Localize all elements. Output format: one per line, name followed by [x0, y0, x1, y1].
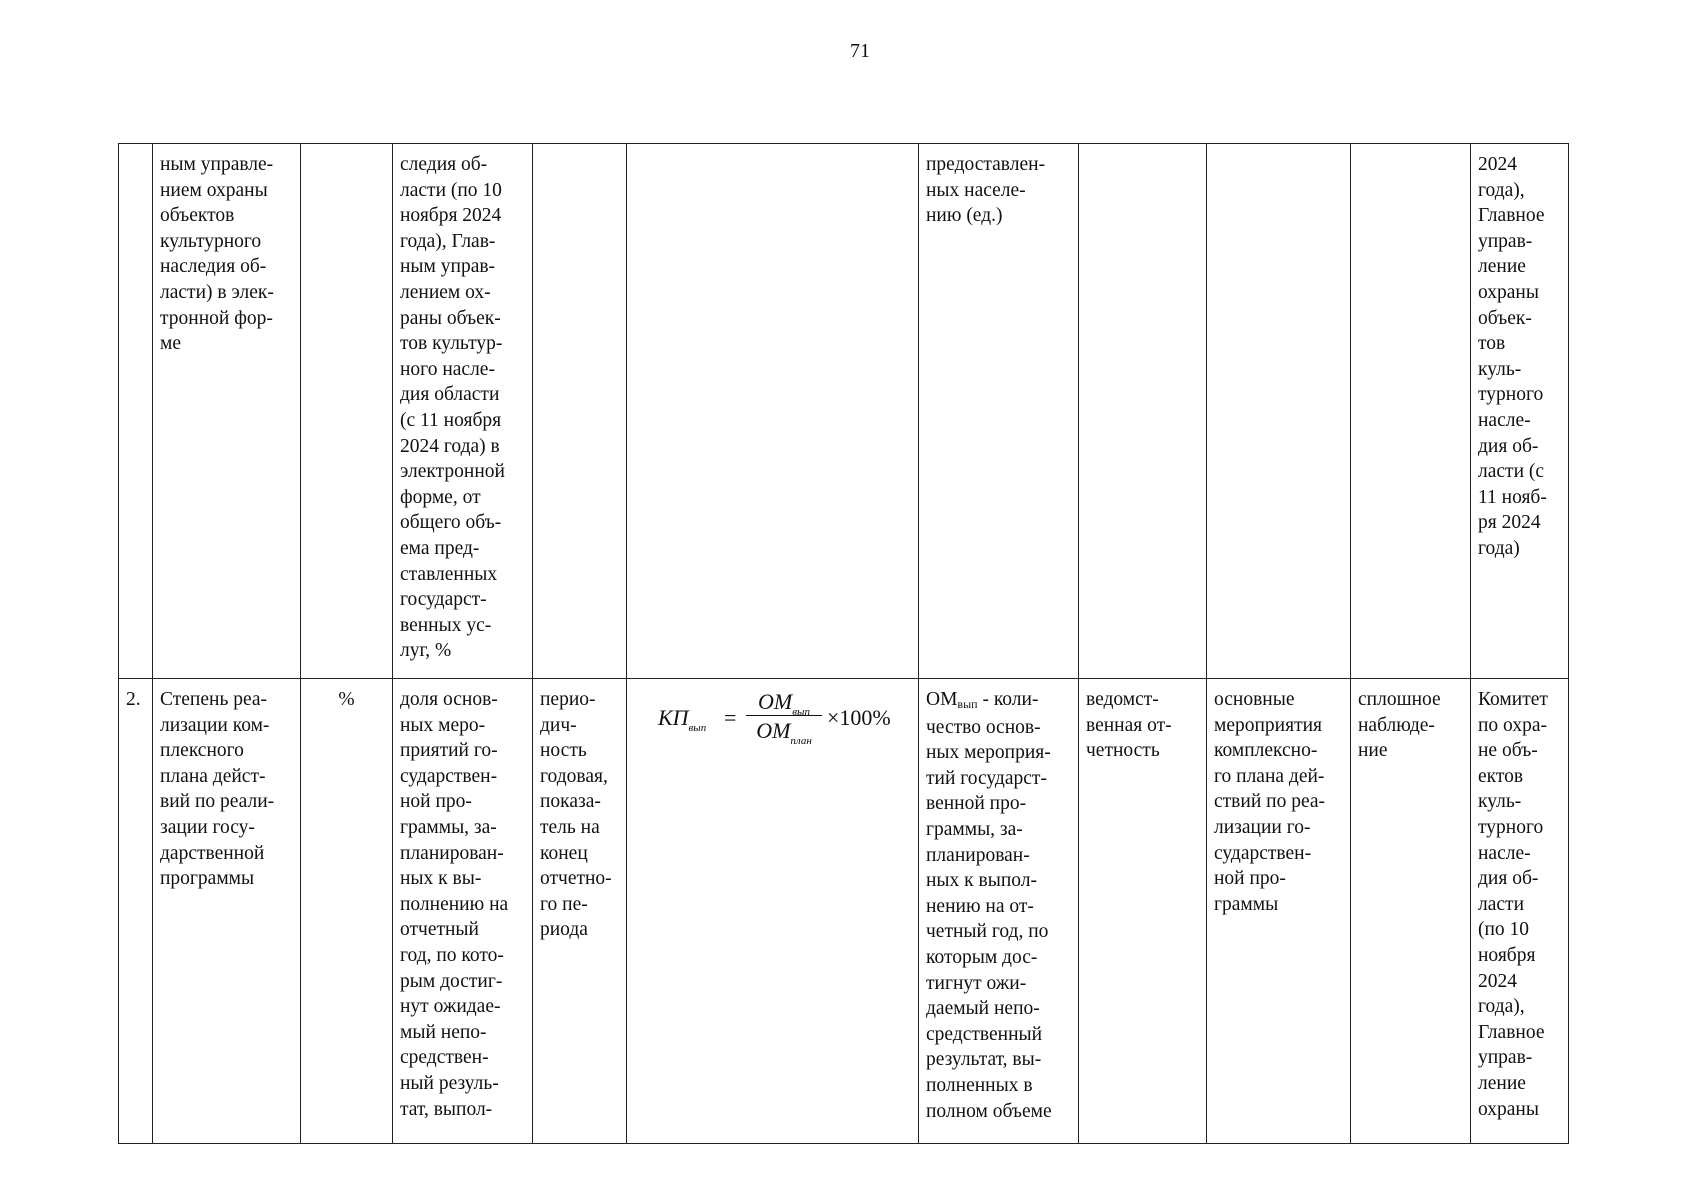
text-line: полном объеме — [926, 1100, 1052, 1122]
text-line: ной про- — [1214, 868, 1286, 890]
text-line: ме — [160, 333, 181, 355]
cell-variables — [919, 679, 1079, 1144]
text-line: нению на от- — [926, 895, 1034, 917]
text-line: отчетный — [400, 919, 479, 941]
text-line: куль- — [1478, 791, 1522, 813]
cell-source — [1079, 679, 1207, 1144]
text-line: даемый непо- — [926, 998, 1040, 1020]
text-line: риода — [540, 919, 588, 941]
cell-definition — [393, 679, 533, 1144]
text-line: лизации ком- — [160, 714, 270, 736]
formula-fraction — [744, 689, 824, 747]
indicators-table — [118, 143, 1569, 1144]
text-line: наблюде- — [1358, 714, 1435, 736]
cell-object — [1207, 679, 1351, 1144]
text-line: объектов — [160, 205, 235, 227]
text-line: средственный — [926, 1023, 1043, 1045]
cell-indicator-name — [153, 144, 301, 679]
text-line: культурного — [160, 230, 262, 252]
text-line: мероприятия — [1214, 714, 1323, 736]
text-line: ных населе- — [926, 179, 1026, 201]
formula — [634, 687, 911, 767]
text-line: 2024 года) в — [400, 435, 500, 457]
cell-formula — [627, 144, 919, 679]
text-line: ление — [1478, 256, 1526, 278]
formula-denominator: $ОМ_{план}$ — [756, 718, 812, 747]
text-line: ласти — [1478, 893, 1524, 915]
cell-responsible — [1471, 679, 1569, 1144]
text-line: го пе- — [540, 893, 588, 915]
text-line: дарственной — [160, 842, 265, 864]
text-line: граммы, за- — [400, 816, 497, 838]
text-line: планирован- — [926, 844, 1030, 866]
text-line: ных к вы- — [400, 868, 482, 890]
text-line: комплексно- — [1214, 740, 1318, 762]
text-line: луг, % — [400, 640, 452, 662]
text-line: управ- — [1478, 1047, 1533, 1069]
text-line: планирован- — [400, 842, 504, 864]
text-line: ной про- — [400, 791, 472, 813]
cell-method — [1351, 679, 1471, 1144]
text-line: ласти (с — [1478, 461, 1545, 483]
text-line: электронной — [400, 461, 505, 483]
text-line: турного — [1478, 384, 1544, 406]
cell-definition — [393, 144, 533, 679]
text-line: ласти) в элек- — [160, 281, 274, 303]
text-line: ных мероприя- — [926, 742, 1051, 764]
text-line: Главное — [1478, 205, 1545, 227]
text-line: раны объек- — [400, 307, 501, 329]
text-line: показа- — [540, 791, 601, 813]
text-line: ря 2024 — [1478, 512, 1541, 534]
text-line: Степень реа- — [160, 689, 268, 710]
variable-head: ОМвып - коли- — [926, 689, 1039, 711]
text-line: тронной фор- — [160, 307, 273, 329]
text-line: полненных в — [926, 1074, 1033, 1096]
cell-periodicity — [533, 679, 627, 1144]
text-line: куль- — [1478, 358, 1522, 380]
text-line: сплошное — [1358, 689, 1441, 710]
text-line: объек- — [1478, 307, 1532, 329]
text-line: программы — [160, 868, 255, 890]
text-line: нием охраны — [160, 179, 268, 201]
text-line: ствий по реа- — [1214, 791, 1325, 813]
text-line: венной про- — [926, 793, 1027, 815]
text-line: 2024 — [1478, 970, 1517, 992]
text-line: тов культур- — [400, 333, 503, 355]
cell-number: 2. — [119, 679, 153, 1144]
text-line: венных ус- — [400, 614, 492, 636]
formula-numerator: $ОМ_{вып}$ — [758, 689, 810, 718]
text-line: охраны — [1478, 1098, 1539, 1120]
text-line: ление — [1478, 1072, 1526, 1094]
text-line: ным управле- — [160, 154, 274, 175]
text-line: основные — [1214, 689, 1295, 710]
cell-unit — [301, 144, 393, 679]
text-line: насле- — [1478, 842, 1531, 864]
text-line: ставленных — [400, 563, 498, 585]
cell-variables — [919, 144, 1079, 679]
text-line: ным управ- — [400, 256, 496, 278]
text-line: предоставлен- — [926, 154, 1046, 175]
text-line: Главное — [1478, 1021, 1545, 1043]
text-line: года), — [1478, 996, 1525, 1018]
text-line: ный резуль- — [400, 1072, 499, 1094]
text-line: мый непо- — [400, 1021, 487, 1043]
text-line: ность — [540, 740, 587, 762]
text-line: дия об- — [1478, 868, 1539, 890]
text-line: приятий го- — [400, 740, 498, 762]
text-line: (с 11 ноября — [400, 409, 502, 431]
text-line: ведомст- — [1086, 689, 1159, 710]
text-line: полнению на — [400, 893, 509, 915]
text-line: не объ- — [1478, 740, 1538, 762]
page-number: 71 — [850, 40, 870, 62]
text-line: охраны — [1478, 281, 1539, 303]
text-line: граммы — [1214, 893, 1279, 915]
text-line: ние — [1358, 740, 1388, 762]
cell-responsible — [1471, 144, 1569, 679]
text-line: управ- — [1478, 230, 1533, 252]
text-line: тель на — [540, 816, 600, 838]
table-row — [119, 679, 1569, 1144]
text-line: которым дос- — [926, 946, 1038, 968]
text-line: год, по кото- — [400, 944, 504, 966]
text-line: ных меро- — [400, 714, 486, 736]
text-line: венная от- — [1086, 714, 1172, 736]
text-line: четность — [1086, 740, 1160, 762]
text-line: граммы, за- — [926, 818, 1023, 840]
text-line: плексного — [160, 740, 244, 762]
formula-equals: = — [724, 705, 737, 730]
cell-source — [1079, 144, 1207, 679]
text-line: ласти (по 10 — [400, 179, 502, 201]
text-line: сударствен- — [400, 765, 498, 787]
text-line: четный год, по — [926, 921, 1049, 943]
text-line: дич- — [540, 714, 577, 736]
text-line: ноября — [1478, 944, 1536, 966]
text-line: турного — [1478, 816, 1544, 838]
text-line: общего объ- — [400, 512, 502, 534]
cell-object — [1207, 144, 1351, 679]
text-line: дия области — [400, 384, 500, 406]
text-line: Комитет — [1478, 689, 1548, 710]
text-line: нию (ед.) — [926, 205, 1003, 227]
text-line: ема пред- — [400, 537, 480, 559]
text-line: форме, от — [400, 486, 481, 508]
text-line: рым достиг- — [400, 970, 503, 992]
text-line: 11 нояб- — [1478, 486, 1547, 508]
text-line: по охра- — [1478, 714, 1547, 736]
text-line: ных к выпол- — [926, 870, 1037, 892]
cell-number — [119, 144, 153, 679]
text-line: результат, вы- — [926, 1049, 1042, 1071]
text-line: тий государст- — [926, 767, 1047, 789]
text-line: доля основ- — [400, 689, 498, 710]
text-line: лизации го- — [1214, 816, 1311, 838]
text-line: го плана дей- — [1214, 765, 1325, 787]
text-line: плана дейст- — [160, 765, 266, 787]
text-line: вий по реали- — [160, 791, 275, 813]
text-line: ектов — [1478, 765, 1524, 787]
text-line: перио- — [540, 689, 596, 710]
text-line: средствен- — [400, 1047, 489, 1069]
text-line: тов — [1478, 333, 1506, 355]
text-line: следия об- — [400, 154, 488, 175]
text-line: нут ожидае- — [400, 996, 501, 1018]
text-line: года), Глав- — [400, 230, 496, 252]
formula-multiplier: ×100% — [827, 705, 891, 730]
cell-method — [1351, 144, 1471, 679]
text-line: наследия об- — [160, 256, 267, 278]
text-line: тигнут ожи- — [926, 972, 1027, 994]
text-line: года) — [1478, 537, 1520, 559]
text-line: зации госу- — [160, 816, 255, 838]
text-line: государст- — [400, 589, 487, 611]
text-line: года), — [1478, 179, 1525, 201]
text-line: дия об- — [1478, 435, 1539, 457]
cell-formula — [627, 679, 919, 1144]
text-line: 2024 — [1478, 154, 1517, 175]
text-line: насле- — [1478, 409, 1531, 431]
text-line: ноября 2024 — [400, 205, 502, 227]
text-line: (по 10 — [1478, 919, 1530, 941]
cell-periodicity — [533, 144, 627, 679]
cell-indicator-name — [153, 679, 301, 1144]
text-line: чество основ- — [926, 716, 1041, 738]
text-line: сударствен- — [1214, 842, 1312, 864]
text-line: отчетно- — [540, 868, 612, 890]
table-row — [119, 144, 1569, 679]
text-line: годовая, — [540, 765, 608, 787]
text-line: лением ох- — [400, 281, 491, 303]
cell-unit: % — [301, 679, 393, 1144]
text-line: тат, выпол- — [400, 1098, 493, 1120]
text-line: конец — [540, 842, 588, 864]
formula-lhs: $КП_{вып}$ — [658, 705, 707, 734]
text-line: ного насле- — [400, 358, 495, 380]
